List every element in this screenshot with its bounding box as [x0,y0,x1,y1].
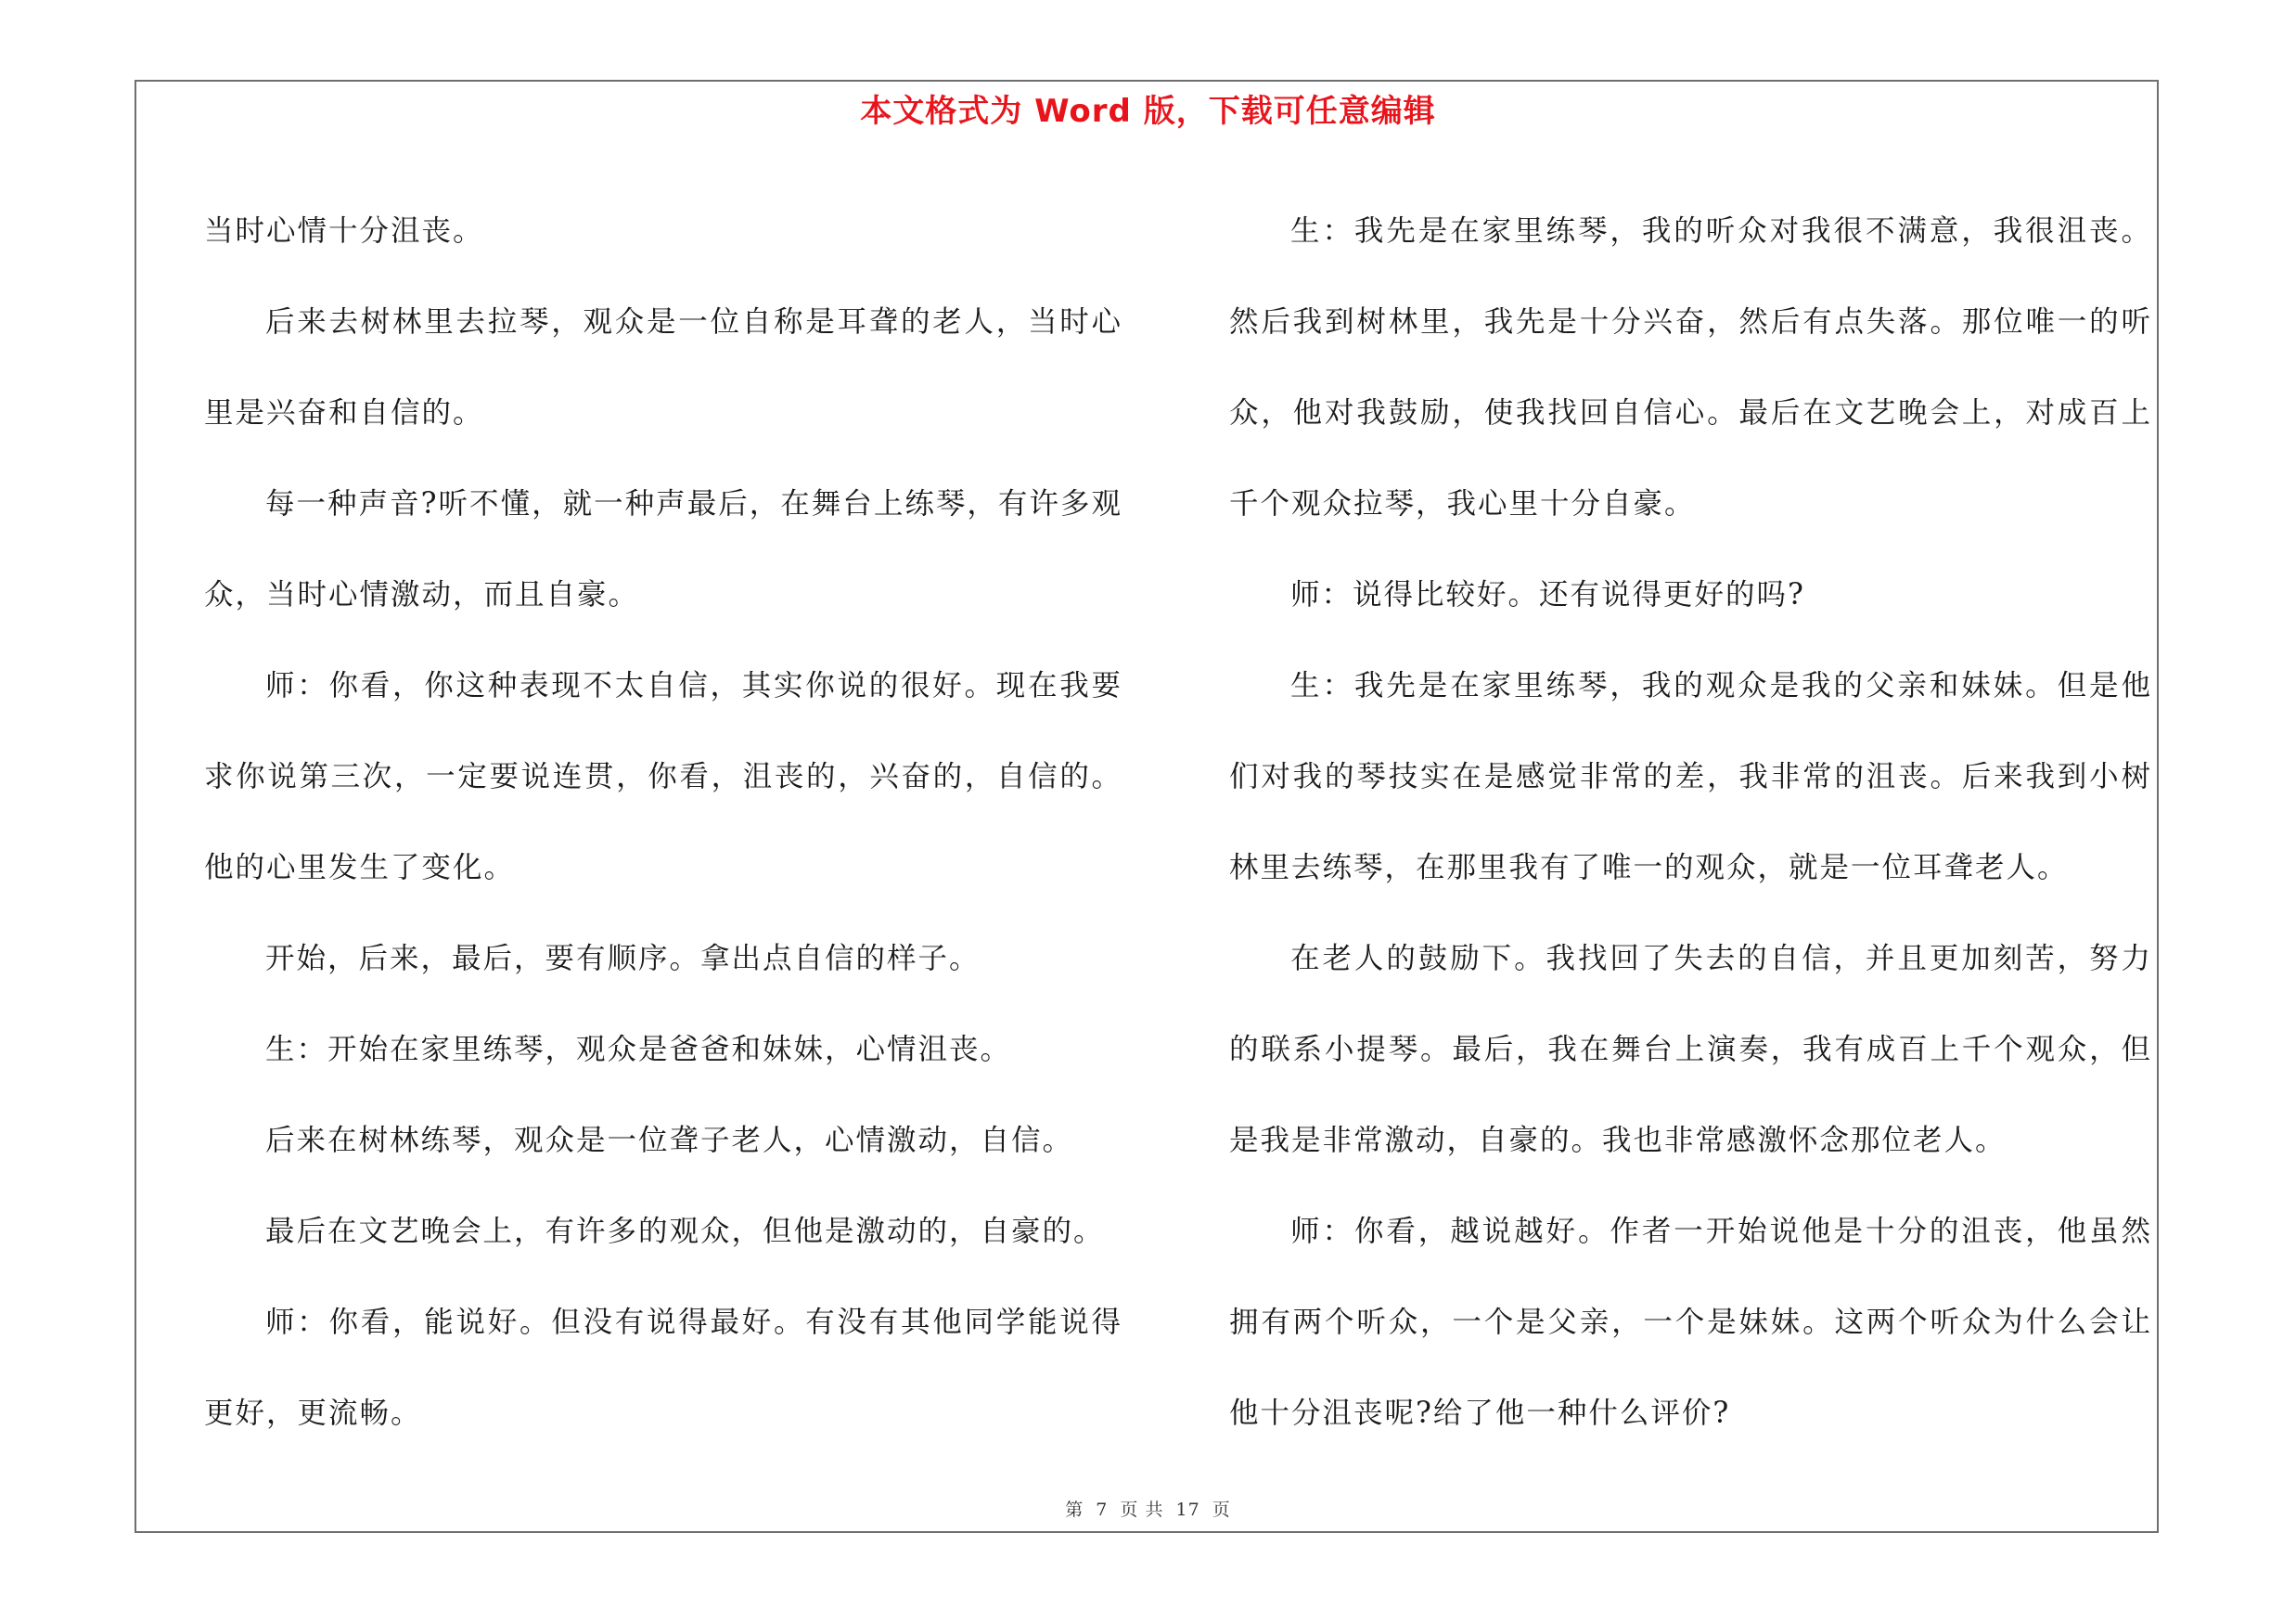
format-notice-banner: 本文格式为 Word 版，下载可任意编辑 [860,93,1436,130]
paragraph: 生：我先是在家里练琴，我的观众是我的父亲和妹妹。但是他们对我的琴技实在是感觉非常的差，我非常的沮丧。后来我到小树林里去练琴，在那里我有了唯一的观众，就是一位耳聋老人。 [1229,669,2152,884]
paragraph: 每一种声音?听不懂，就一种声最后，在舞台上练琴，有许多观众，当时心情激动，而且自豪。 [204,487,1122,612]
left-text-column [204,186,1122,1459]
paragraph: 在老人的鼓励下。我找回了失去的自信，并且更加刻苦，努力的联系小提琴。最后，我在舞台上演奏，我有成百上千个观众，但是我是非常激动，自豪的。我也非常感激怀念那位老人。 [1229,942,2152,1157]
paragraph: 师：你看，越说越好。作者一开始说他是十分的沮丧，他虽然拥有两个听众，一个是父亲，一个是妹妹。这两个听众为什么会让他十分沮丧呢?给了他一种什么评价? [1229,1215,2152,1430]
paragraph: 师：你看，你这种表现不太自信，其实你说的很好。现在我要求你说第三次，一定要说连贯，你看，沮丧的，兴奋的，自信的。他的心里发生了变化。 [204,669,1122,884]
current-page-number: 7 [1096,1500,1109,1520]
paragraph: 生：我先是在家里练琴，我的听众对我很不满意，我很沮丧。然后我到树林里，我先是十分兴奋，然后有点失落。那位唯一的听众，他对我鼓励，使我找回自信心。最后在文艺晚会上，对成百上千个观众拉琴，我心里十分自豪。 [1229,214,2152,521]
paragraph: 生：开始在家里练琴，观众是爸爸和妹妹，心情沮丧。 [265,1033,1012,1066]
page-number-footer [0,1496,2296,1521]
right-text-column [1229,186,2152,1459]
paragraph: 最后在文艺晚会上，有许多的观众，但他是激动的，自豪的。 [265,1215,1105,1248]
page-suffix: 页 [1212,1500,1231,1520]
page-mid-text: 页 共 [1120,1500,1164,1520]
paragraph: 师：说得比较好。还有说得更好的吗? [1290,578,1805,612]
paragraph: 后来在树林练琴，观众是一位聋子老人，心情激动，自信。 [265,1124,1074,1157]
paragraph: 后来去树林里去拉琴，观众是一位自称是耳聋的老人，当时心里是兴奋和自信的。 [204,305,1122,430]
paragraph: 开始，后来，最后，要有顺序。拿出点自信的样子。 [265,942,981,975]
paragraph: 师：你看，能说好。但没有说得最好。有没有其他同学能说得更好，更流畅。 [204,1306,1122,1430]
total-page-count: 17 [1175,1500,1200,1520]
page-prefix: 第 [1065,1500,1084,1520]
paragraph: 当时心情十分沮丧。 [204,214,484,248]
